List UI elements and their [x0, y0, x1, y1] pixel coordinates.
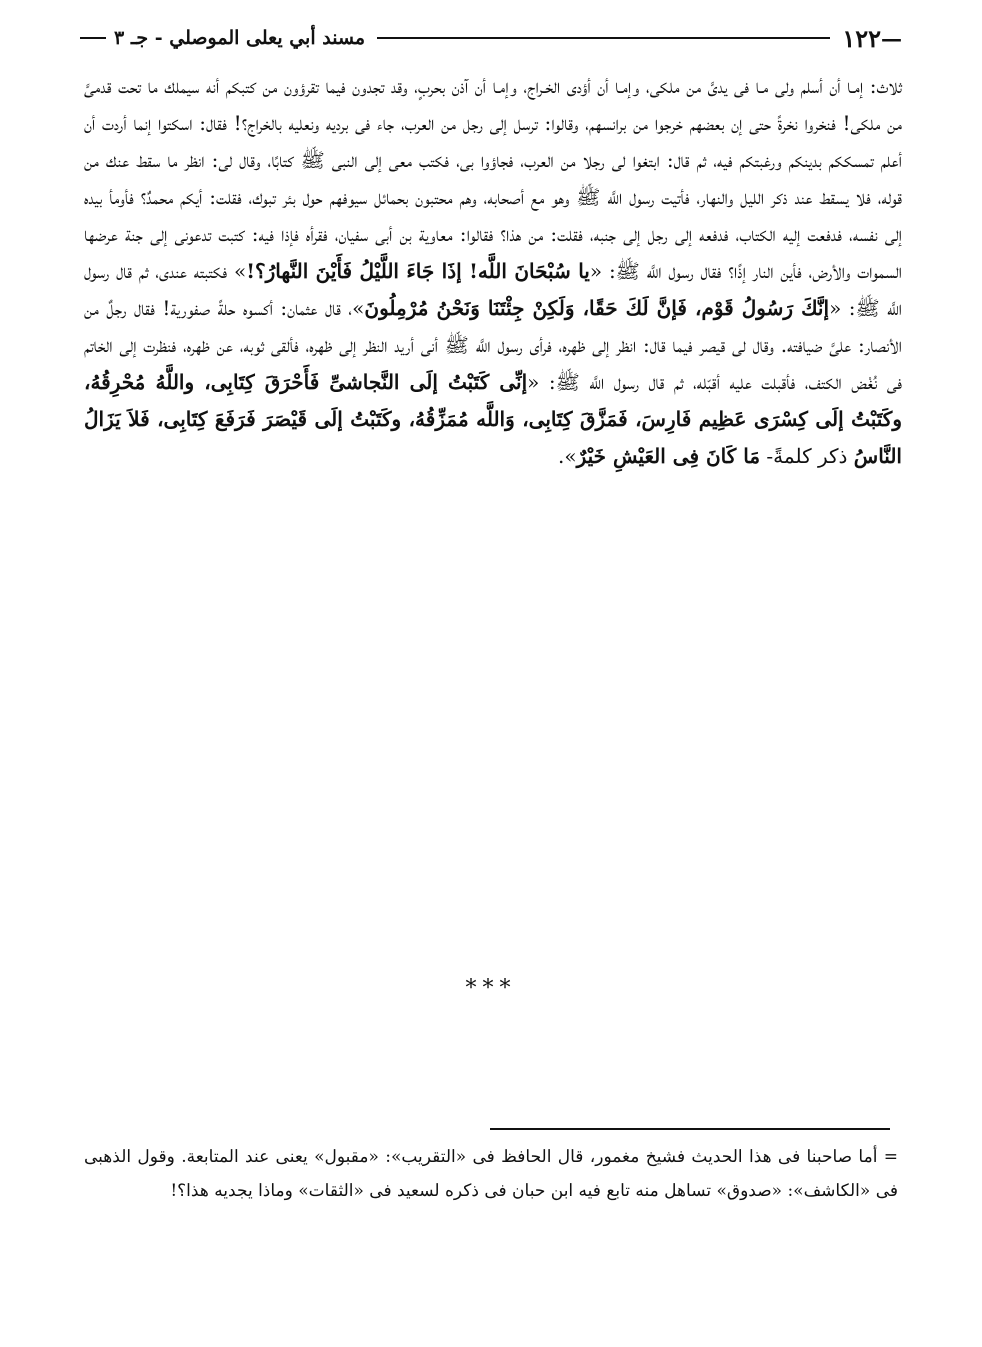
hadith-text [84, 68, 902, 475]
prophetic-quote-2: إنَّكَ رَسُولُ قَوْم، فَإنَّ لَكَ حَقًا، وَلَكِنْ جِئْتَنَا وَنَحْنُ مُرْمِلُونَ [364, 296, 830, 320]
narration-part-1: ثلاث: إمـا أن أسلم ولى مـا فى يدىَّ من ملكى، وإمـا أن أؤدى الخـراج، وإمـا أن آذن بحربٍ، وقد تجدون فيما تقرؤون من كتبكم أنه سيملك ما تحت قدمىَّ من ملكى! فنخروا نخرةً حتى إن بعضهم خرجوا من برانسهم، وقالوا: ترسل إلى رجل من العرب، جاء فى برديه ونعليه بالخراج؟! فقال: اسكتوا إنما أردت أن أعلم تمسككم بدينكم ورغبتكم فيه، ثم قال: ابتغوا لى رجلا من العرب، فجاؤوا بى، فكتب معى إلى النبى ﷺ كتابًا، وقال لى: انظر ما سقط عنك من قوله، فلا يسقط عند ذكر الليل والنهار، فأتيت رسول اللَّه ﷺ وهو مع أصحابه، وهم محتبون بحمائل سيوفهم حول بئر تبوك، فقلت: أيكم محمدٌ؟ فأومأ بيده إلى نفسه، فدفعت إليه الكتاب، فدفعه إلى رجل إلى جنبه، فقلت: من هذا؟ فقالوا: معاوية بن أبى سفيان، فقرأه فإذا فيه: كتبت تدعونى إلى جنة عرضها السموات والأرض، فأين النار إذًا؟ فقال رسول اللَّه ﷺ: « [84, 74, 902, 283]
header-dash: — [881, 25, 902, 51]
book-title: مسند أبي يعلى الموصلي [169, 27, 366, 49]
prophetic-quote-4: مَا كَانَ فِى العَيْشِ خَيْرٌ [576, 444, 761, 468]
prophetic-quote-3: إنِّى كَتَبْتُ إلَى النَّجاشىِّ فَأَحْرَقَ كِتَابِى، واللَّهُ مُحْرِقُهُ، وكَتَبْتُ إلَى كِسْرَى عَظِيم فَارِسَ، فَمَزَّقَ كِتَابِى، وَاللَّه مُمَزِّقُهُ، وكَتَبْتُ إلَى قَيْصَرَ فَرَفَعَ كِتَابِى، فَلاَ يَزَالُ النَّاسُ [84, 370, 902, 468]
header-rule [377, 37, 830, 39]
footnote [84, 1140, 898, 1208]
narration-part-3: »، قال عثمان: أكسوه حلةً صفورية! فقال رجلٌ من الأنصار: علىَّ ضيافته. وقال لى قيصر فيما قال: انظر إلى ظهره، فرأى رسول اللَّه ﷺ أنى أريد النظر إلى ظهره، فألقى ثوبه، عن ظهره، فنظرت إلى الخاتم فى نُغْض الكتف، فأقبلت عليه أقبّله، ثم قال رسول اللَّه ﷺ: « [84, 296, 903, 394]
narration-part-4: ذكر كلمةً- [760, 444, 854, 468]
narration-part-5: ». [558, 444, 577, 468]
section-separator: *** [465, 976, 517, 1001]
volume-label: جـ ٣ [114, 27, 149, 49]
running-header [80, 18, 902, 58]
narration-part-2: » فكتبته عندى، ثم قال رسول اللَّه ﷺ: « [84, 259, 902, 320]
page-number: ١٢٢ [842, 23, 881, 53]
footnote-text: = أما صاحبنا فى هذا الحديث فشيخ مغمور، قال الحافظ فى «التقريب»: «مقبول» يعنى عند المتابعة. وقول الذهبى فى «الكاشف»: «صدوق» تساهل منه تابع فيه ابن حبان فى ذكره لسعيد فى «الثقات» وماذا يجديه هذا؟! [84, 1147, 898, 1201]
prophetic-quote-1: يا سُبْحَانَ اللَّه! إذَا جَاءَ اللَّيْلُ فَأَيْنَ النَّهارُ؟! [246, 259, 590, 283]
body-paragraph [84, 68, 902, 475]
title-separator: - [148, 27, 170, 49]
footnote-rule [490, 1128, 890, 1130]
header-left-rule [80, 37, 106, 39]
